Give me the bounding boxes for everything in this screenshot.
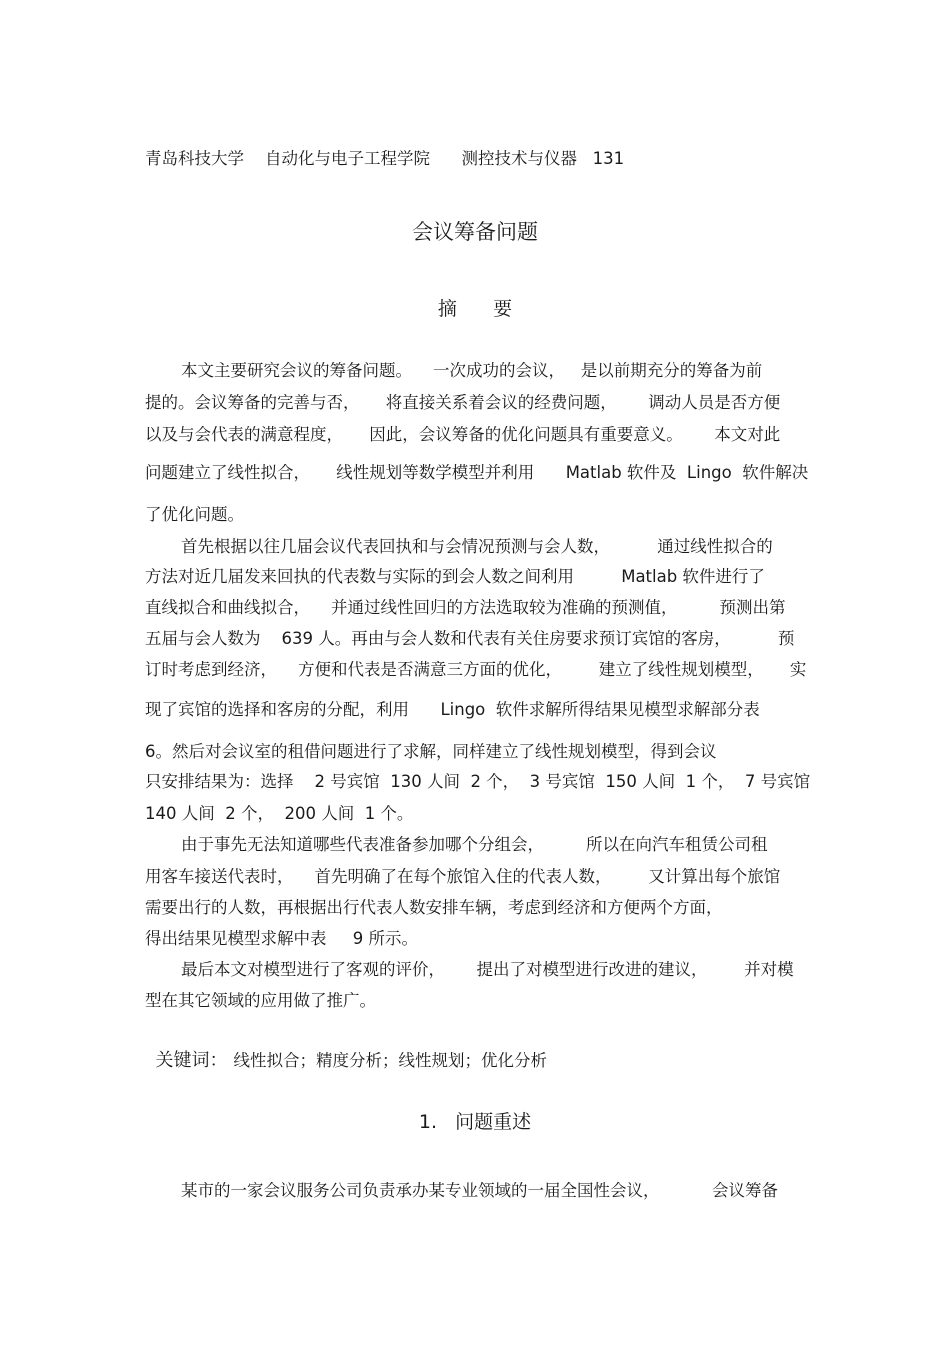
abstract-line: 订时考虑到经济， 方便和代表是否满意三方面的优化， 建立了线性规划模型， 实 (145, 660, 807, 679)
abstract-line: 问题建立了线性拟合， 线性规划等数学模型并利用 Matlab 软件及 Lingo 软件解决 (145, 463, 809, 482)
abstract-line: 只安排结果为：选择 2 号宾馆 130 人间 2 个， 3 号宾馆 150 人间 1 个， 7 号宾馆 (145, 772, 811, 791)
keywords-text: 线性拟合；精度分析；线性规划；优化分析 (233, 1051, 547, 1070)
paper-title: 会议筹备问题 (412, 220, 538, 244)
abstract-line: 现了宾馆的选择和客房的分配，利用 Lingo 软件求解所得结果见模型求解部分表 (145, 700, 760, 719)
abstract-line: 以及与会代表的满意程度， 因此，会议筹备的优化问题具有重要意义。 本文对此 (145, 425, 781, 444)
abstract-line: 型在其它领域的应用做了推广。 (145, 991, 376, 1010)
abstract-line: 由于事先无法知道哪些代表准备参加哪个分组会， 所以在向汽车租赁公司租 (181, 835, 768, 854)
abstract-line: 首先根据以往几届会议代表回执和与会情况预测与会人数， 通过线性拟合的 (181, 537, 773, 556)
abstract-line: 方法对近几届发来回执的代表数与实际的到会人数之间利用 Matlab 软件进行了 (145, 567, 765, 586)
abstract-line: 了优化问题。 (145, 505, 244, 524)
keywords-label: 关键词： (155, 1050, 228, 1071)
header-line: 青岛科技大学 自动化与电子工程学院 测控技术与仪器 131 (145, 149, 625, 168)
abstract-line: 6。然后对会议室的租借问题进行了求解，同样建立了线性规划模型，得到会议 (145, 742, 717, 761)
section1-heading: 1. 问题重述 (418, 1111, 532, 1133)
abstract-line: 提的。会议筹备的完善与否， 将直接关系着会议的经费问题， 调动人员是否方便 (145, 393, 781, 412)
abstract-line: 直线拟合和曲线拟合， 并通过线性回归的方法选取较为准确的预测值， 预测出第 (145, 598, 786, 617)
abstract-heading: 摘 要 (437, 298, 513, 320)
abstract-line: 用客车接送代表时， 首先明确了在每个旅馆入住的代表人数， 又计算出每个旅馆 (145, 867, 781, 886)
abstract-line: 本文主要研究会议的筹备问题。 一次成功的会议， 是以前期充分的筹备为前 (181, 361, 763, 380)
abstract-line: 140 人间 2 个， 200 人间 1 个。 (145, 804, 414, 823)
abstract-line: 得出结果见模型求解中表 9 所示。 (145, 929, 418, 948)
abstract-line: 最后本文对模型进行了客观的评价， 提出了对模型进行改进的建议， 并对模 (181, 960, 794, 979)
abstract-line: 五届与会人数为 639 人。再由与会人数和代表有关住房要求预订宾馆的客房， 预 (145, 629, 795, 648)
keywords-row (145, 1031, 547, 1071)
abstract-line: 需要出行的人数，再根据出行代表人数安排车辆，考虑到经济和方便两个方面， (145, 898, 723, 917)
section1-line: 某市的一家会议服务公司负责承办某专业领域的一届全国性会议， 会议筹备 (181, 1181, 778, 1200)
